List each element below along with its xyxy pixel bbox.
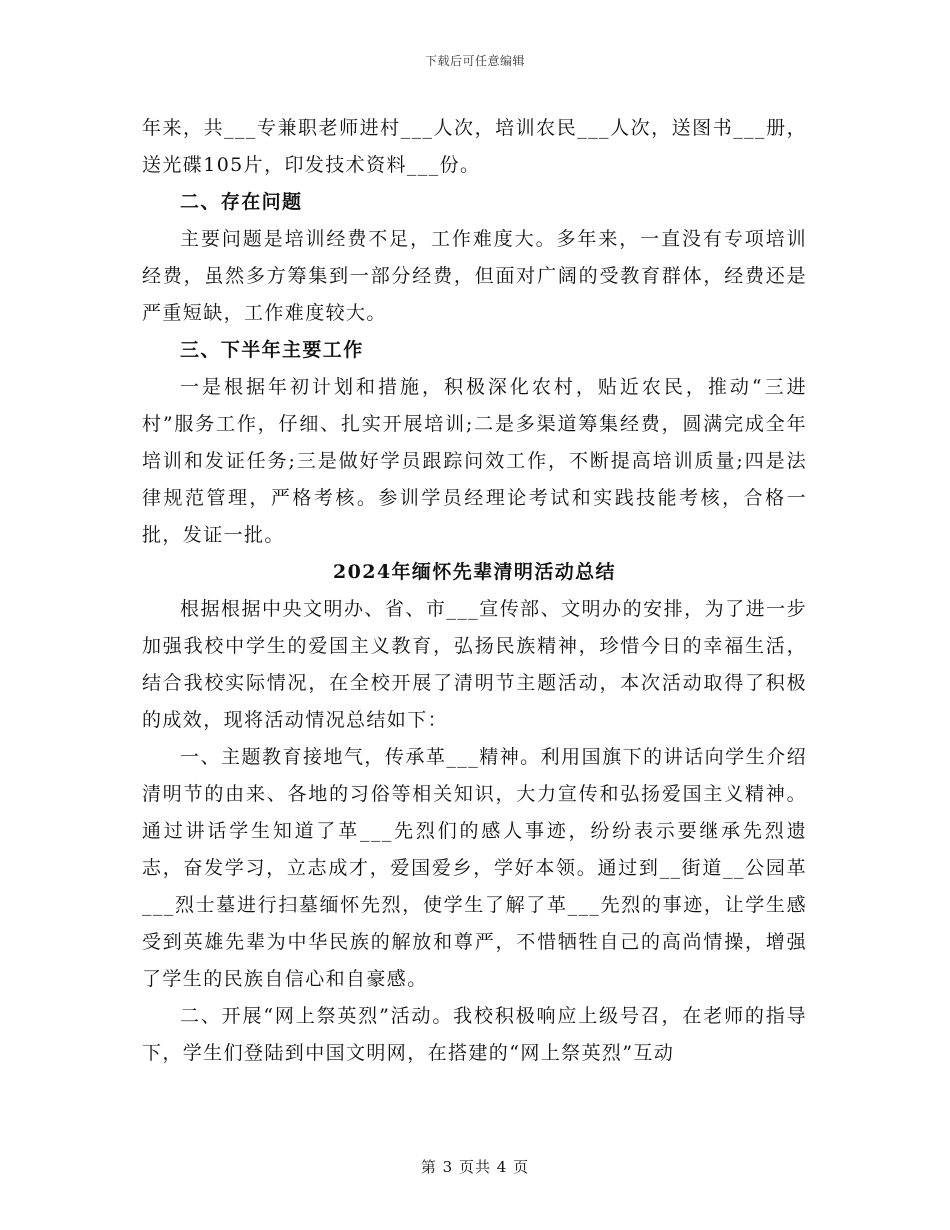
paragraph-problems: 主要问题是培训经费不足，工作难度大。多年来，一直没有专项培训经费，虽然多方筹集到一部分经费，但面对广阔的受教育群体，经费还是严重短缺，工作难度较大。 [142,228,807,324]
paragraph-section-one: 一、主题教育接地气，传承革___精神。利用国旗下的讲话向学生介绍清明节的由来、各地的习俗等相关知识，大力宣传和弘扬爱国主义精神。通过讲话学生知道了革___先烈们的感人事迹，纷纷表示要继承先烈遗志，奋发学习，立志成才，爱国爱乡，学好本领。通过到__街道__公园革___烈士墓进行扫墓缅怀先烈，使学生了解了革___先烈的事迹，让学生感受到英雄先辈为中华民族的解放和尊严，不惜牺牲自己的高尚情操，增强了学生的民族自信心和自豪感。 [142,746,807,990]
document-title: 2024年缅怀先辈清明活动总结 [333,561,616,583]
section-heading-problems: 二、存在问题 [180,191,303,213]
document-body [142,110,807,1072]
paragraph-intro: 根据根据中央文明办、省、市___宣传部、文明办的安排，为了进一步加强我校中学生的爱国主义教育，弘扬民族精神，珍惜今日的幸福生活，结合我校实际情况，在全校开展了清明节主题活动，本次活动取得了积极的成效，现将活动情况总结如下： [142,598,807,731]
paragraph-section-two: 二、开展“网上祭英烈”活动。我校积极响应上级号召，在老师的指导下，学生们登陆到中国文明网，在搭建的“网上祭英烈”互动 [142,1005,807,1064]
section-heading-next-half: 三、下半年主要工作 [180,339,364,361]
page-number: 第 3 页共 4 页 [420,1158,530,1176]
paragraph-next-half: 一是根据年初计划和措施，积极深化农村，贴近农民，推动“三进村”服务工作，仔细、扎实开展培训;二是多渠道筹集经费，圆满完成全年培训和发证任务;三是做好学员跟踪问效工作，不断提高培训质量;四是法律规范管理，严格考核。参训学员经理论考试和实践技能考核，合格一批，发证一批。 [142,376,807,546]
page-header: 下载后可任意编辑 [424,54,525,68]
paragraph-continuation: 年来，共___专兼职老师进村___人次，培训农民___人次，送图书___册，送光碟105片，印发技术资料___份。 [142,117,807,176]
